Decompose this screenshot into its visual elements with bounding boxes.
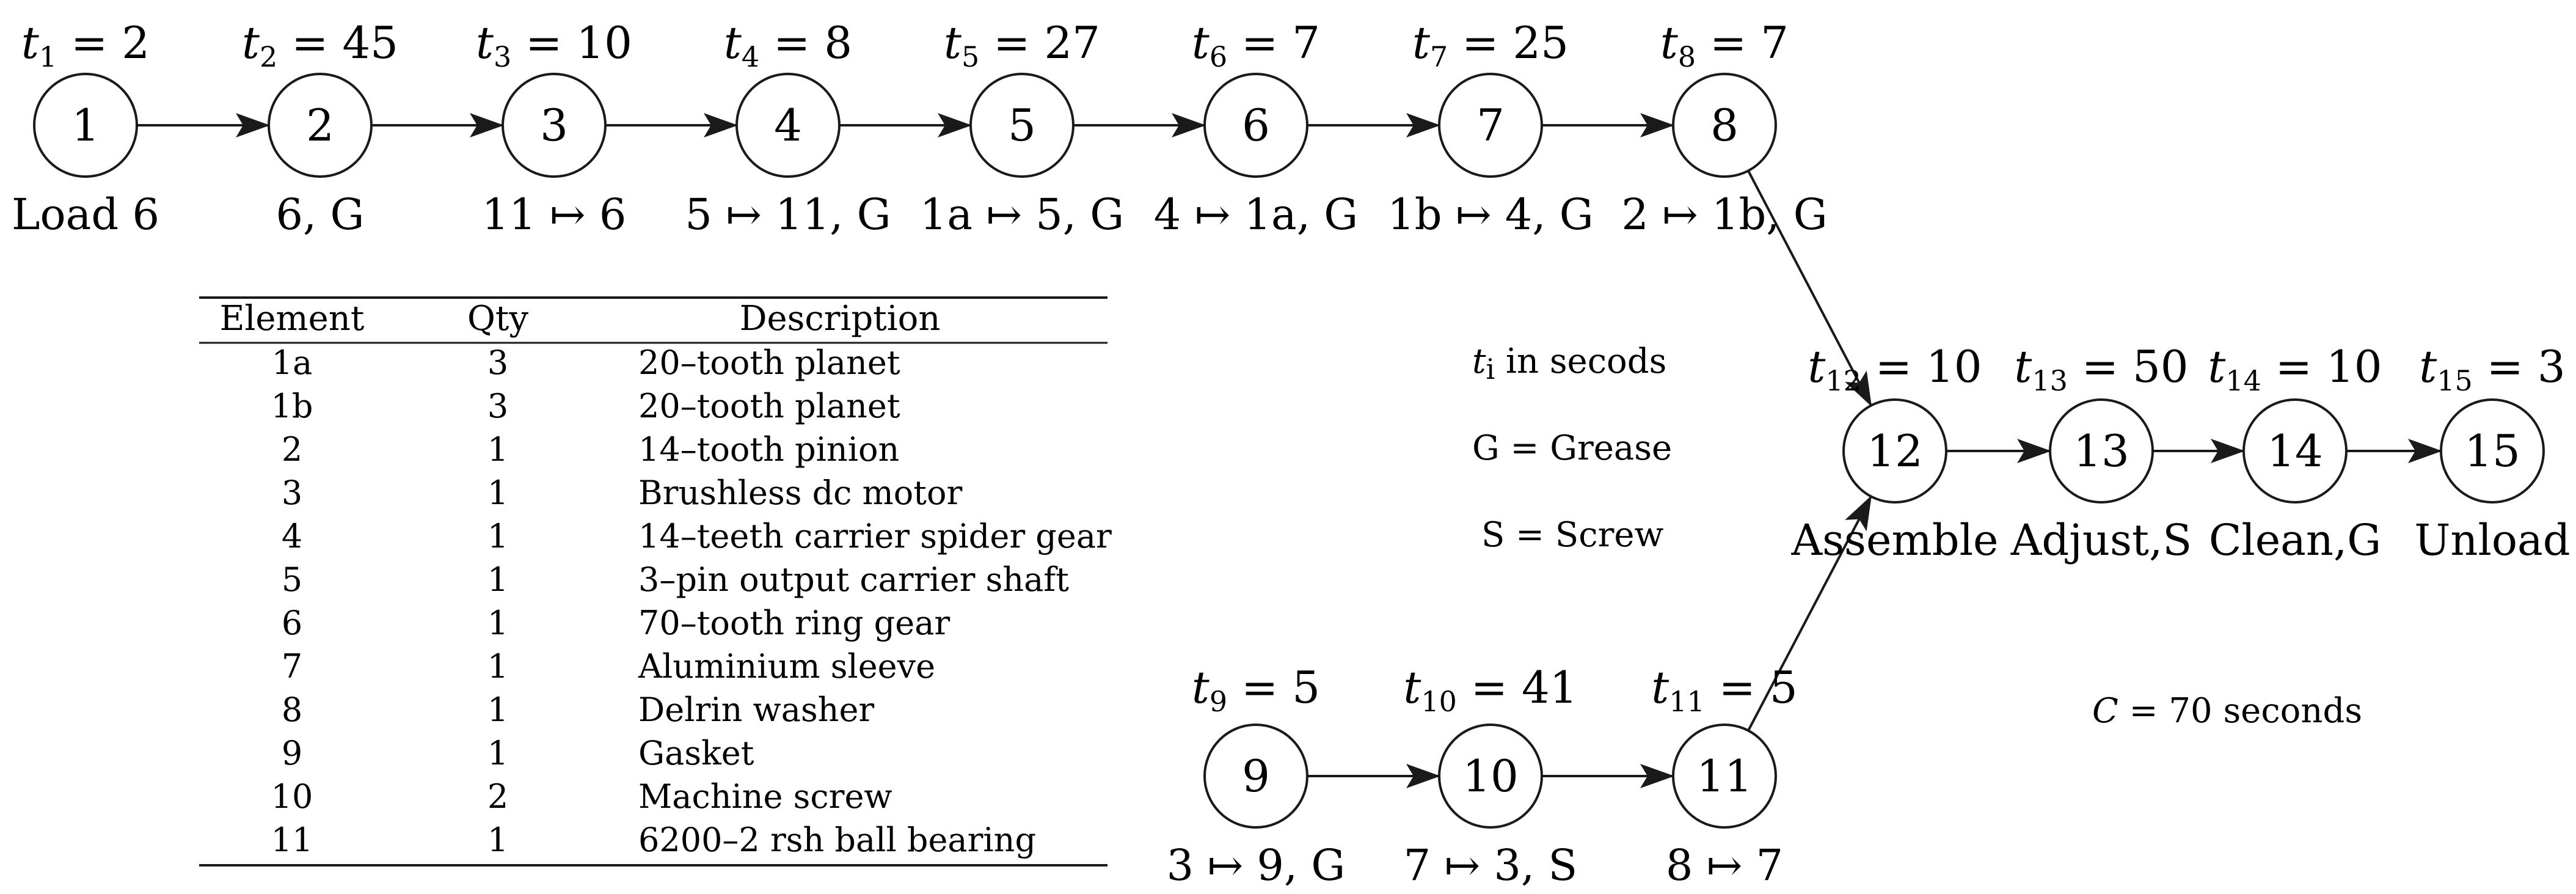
node-operation-label: Unload [2414, 515, 2571, 565]
table-cell-qty: 1 [487, 691, 509, 729]
node-15 [2414, 341, 2570, 565]
table-cell-description: 3–pin output carrier shaft [638, 560, 1069, 599]
table-cell-description: Gasket [638, 734, 754, 772]
table-row [282, 691, 875, 729]
node-operation-label: 7 ↦ 3, S [1403, 840, 1578, 890]
node-time-label: t7 = 25 [1412, 17, 1569, 73]
node-time-label: t11 = 5 [1651, 662, 1798, 718]
node-time-label: t13 = 50 [2014, 341, 2189, 397]
table-cell-element: 11 [271, 821, 313, 859]
node-number: 9 [1242, 750, 1270, 802]
node-operation-label: Load 6 [12, 189, 159, 240]
node-time-label: t3 = 10 [476, 17, 632, 73]
node-number: 1 [71, 100, 100, 151]
table-cell-qty: 1 [487, 821, 509, 859]
node-3 [476, 17, 632, 240]
node-operation-label: Clean,G [2208, 515, 2382, 565]
node-7 [1387, 17, 1593, 240]
table-row [282, 560, 1069, 599]
node-operation-label: 5 ↦ 11, G [685, 189, 891, 240]
node-time-label: t9 = 5 [1191, 662, 1321, 718]
node-5 [920, 17, 1124, 240]
table-cell-element: 1a [271, 343, 313, 382]
node-number: 2 [306, 100, 334, 151]
table-row [282, 474, 963, 512]
table-cell-description: 20–tooth planet [638, 343, 900, 382]
table-cell-element: 2 [281, 430, 303, 469]
node-operation-label: Adjust,S [2010, 515, 2192, 565]
node-12 [1791, 341, 1999, 565]
table-row [282, 604, 950, 642]
table-cell-qty: 2 [487, 777, 509, 816]
node-operation-label: Assemble [1791, 515, 1999, 565]
node-number: 3 [540, 100, 568, 151]
node-number: 10 [1462, 750, 1519, 802]
node-time-label: t6 = 7 [1191, 17, 1321, 73]
table-header-description: Description [739, 299, 941, 339]
node-time-label: t10 = 41 [1403, 662, 1578, 718]
node-1 [12, 17, 159, 240]
table-cell-element: 6 [281, 604, 303, 642]
node-operation-label: 8 ↦ 7 [1665, 840, 1784, 890]
work-element-nodes [12, 17, 2571, 890]
legend-time-note: ti in secods [1472, 342, 1667, 386]
cycle-time-note: C = 70 seconds [2092, 691, 2363, 731]
table-cell-qty: 3 [487, 343, 509, 382]
node-number: 11 [1696, 750, 1753, 802]
node-6 [1154, 17, 1358, 240]
table-cell-element: 5 [281, 560, 303, 599]
table-cell-element: 10 [271, 777, 313, 816]
table-cell-qty: 1 [487, 474, 509, 512]
table-row [272, 343, 900, 382]
table-row [282, 734, 754, 772]
table-row [282, 517, 1112, 555]
table-header-element: Element [219, 299, 365, 339]
node-number: 8 [1710, 100, 1739, 151]
table-row [282, 430, 899, 469]
node-time-label: t5 = 27 [944, 17, 1100, 73]
node-time-label: t1 = 2 [21, 17, 150, 73]
node-operation-label: 11 ↦ 6 [481, 189, 627, 240]
table-cell-element: 3 [281, 474, 303, 512]
table-cell-element: 7 [281, 647, 303, 686]
table-cell-qty: 1 [487, 430, 509, 469]
node-number: 12 [1867, 425, 1923, 477]
node-operation-label: 1b ↦ 4, G [1387, 189, 1594, 240]
table-cell-qty: 1 [487, 517, 509, 555]
node-time-label: t2 = 45 [242, 17, 398, 73]
table-cell-element: 9 [281, 734, 303, 772]
table-row [282, 647, 935, 686]
node-time-label: t15 = 3 [2419, 341, 2566, 397]
table-cell-description: Brushless dc motor [638, 474, 963, 512]
legend-grease-note: G = Grease [1472, 428, 1673, 468]
table-cell-qty: 1 [487, 604, 509, 642]
node-time-label: t14 = 10 [2208, 341, 2382, 397]
legend-screw-note: S = Screw [1481, 515, 1664, 555]
node-time-label: t8 = 7 [1660, 17, 1789, 73]
table-cell-description: Aluminium sleeve [638, 647, 936, 686]
table-cell-description: 20–tooth planet [638, 387, 900, 425]
table-cell-qty: 1 [487, 560, 509, 599]
node-2 [242, 17, 398, 240]
table-cell-description: 14–tooth pinion [638, 430, 900, 469]
table-header-qty: Qty [467, 299, 529, 339]
table-cell-element: 1b [271, 387, 313, 425]
node-number: 15 [2464, 425, 2520, 477]
table-cell-qty: 3 [487, 387, 509, 425]
node-operation-label: 6, G [275, 189, 365, 240]
node-number: 13 [2073, 425, 2129, 477]
table-cell-description: 14–teeth carrier spider gear [638, 517, 1112, 555]
parts-table [199, 298, 1112, 865]
node-operation-label: 4 ↦ 1a, G [1153, 189, 1359, 240]
table-rows [271, 343, 1112, 859]
node-operation-label: 3 ↦ 9, G [1166, 840, 1346, 890]
node-11 [1651, 662, 1797, 890]
node-operation-label: 1a ↦ 5, G [919, 189, 1125, 240]
table-cell-description: Delrin washer [638, 691, 875, 729]
node-number: 6 [1242, 100, 1270, 151]
table-cell-element: 4 [281, 517, 303, 555]
node-operation-label: 2 ↦ 1b, G [1621, 189, 1828, 240]
node-13 [2010, 341, 2192, 565]
table-cell-element: 8 [281, 691, 303, 729]
table-row [271, 777, 892, 816]
table-cell-qty: 1 [487, 647, 509, 686]
node-number: 5 [1008, 100, 1036, 151]
node-time-label: t4 = 8 [723, 17, 853, 73]
table-cell-description: 6200–2 rsh ball bearing [638, 821, 1037, 859]
table-cell-description: Machine screw [638, 777, 892, 816]
table-row [271, 387, 900, 425]
node-time-label: t12 = 10 [1808, 341, 1982, 397]
table-cell-description: 70–tooth ring gear [638, 604, 950, 642]
node-14 [2208, 341, 2382, 565]
node-8 [1621, 17, 1827, 240]
node-number: 7 [1476, 100, 1505, 151]
table-cell-qty: 1 [487, 734, 509, 772]
table-row [271, 821, 1036, 859]
node-4 [685, 17, 891, 240]
node-number: 14 [2267, 425, 2323, 477]
node-number: 4 [774, 100, 802, 151]
